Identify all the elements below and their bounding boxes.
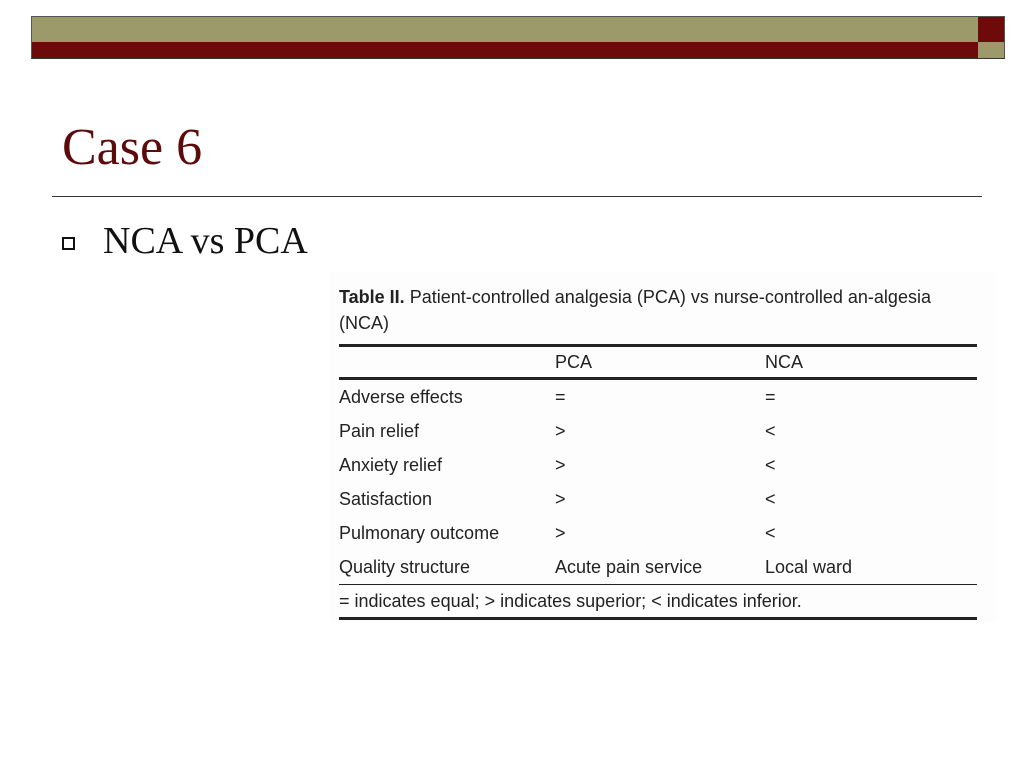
header-banner-olive — [31, 16, 978, 43]
pca-cell: Acute pain service — [555, 556, 703, 577]
pca-cell: > — [555, 454, 566, 475]
table-figure — [330, 272, 996, 622]
nca-cell: < — [765, 420, 776, 441]
row-label: Quality structure — [339, 556, 471, 577]
nca-cell: Local ward — [765, 556, 853, 577]
header-cell-blank — [339, 346, 555, 379]
nca-cell: = — [765, 386, 776, 407]
nca-cell: < — [765, 488, 776, 509]
row-label: Anxiety relief — [339, 454, 443, 475]
header-corner-olive — [978, 42, 1005, 59]
table-row — [339, 482, 977, 516]
table-caption-text: Patient-controlled analgesia (PCA) vs nurse-controlled an-algesia (NCA) — [339, 287, 931, 333]
row-label: Pulmonary outcome — [339, 522, 500, 543]
comparison-table — [339, 344, 977, 620]
table-row — [339, 379, 977, 415]
table-row — [339, 550, 977, 585]
table-footnote-row — [339, 585, 977, 619]
table-row — [339, 516, 977, 550]
row-label: Adverse effects — [339, 386, 463, 407]
row-label: Satisfaction — [339, 488, 433, 509]
pca-cell: > — [555, 522, 566, 543]
table-footnote: = indicates equal; > indicates superior; < indicates inferior. — [339, 585, 977, 619]
pca-cell: > — [555, 488, 566, 509]
table-row — [339, 414, 977, 448]
header-banner-maroon — [31, 42, 978, 59]
table-caption — [339, 284, 979, 336]
header-cell-nca: NCA — [765, 346, 977, 379]
bullet-item — [62, 218, 308, 264]
bullet-text: NCA vs PCA — [103, 220, 308, 262]
title-divider — [52, 196, 982, 197]
hollow-square-icon — [62, 237, 75, 250]
table-caption-label: Table II. — [339, 287, 405, 307]
slide-title: Case 6 — [62, 119, 203, 176]
table-header-row — [339, 346, 977, 379]
pca-cell: = — [555, 386, 566, 407]
nca-cell: < — [765, 454, 776, 475]
nca-cell: < — [765, 522, 776, 543]
header-corner-maroon — [978, 16, 1005, 43]
table-row — [339, 448, 977, 482]
header-cell-pca: PCA — [555, 346, 765, 379]
row-label: Pain relief — [339, 420, 420, 441]
pca-cell: > — [555, 420, 566, 441]
